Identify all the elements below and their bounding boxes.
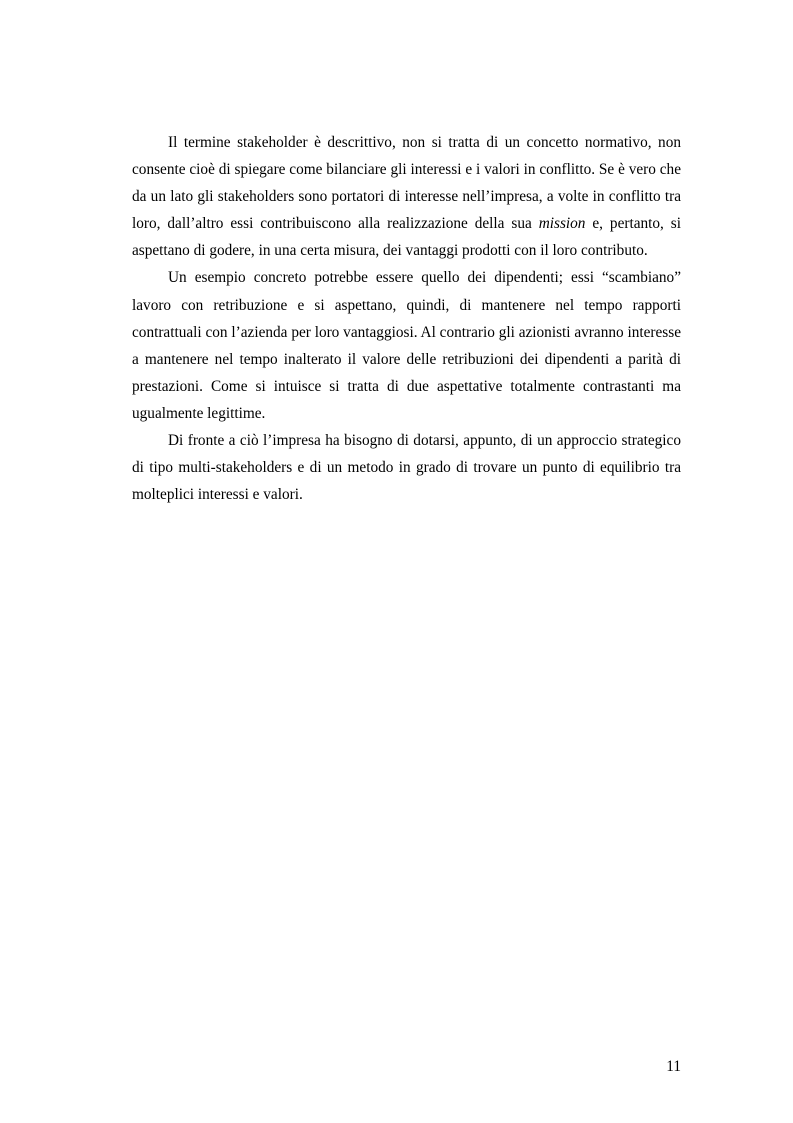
- page-number: 11: [666, 1058, 681, 1075]
- paragraph-1-text-start: Il termine stakeholder è descrittivo, non si tratta di un concetto normativo, non consente cioè di spiegare come bilanciare gli interessi e i valori in conflitto. Se è vero che da un lato gli stakeholders sono portatori di interesse nell’impresa, a volte in conflitto tra loro, dall’altro essi contribuiscono alla realizzazione della sua: [132, 134, 681, 233]
- body-text: [132, 129, 681, 508]
- mission-emphasis: mission: [538, 215, 586, 233]
- paragraph-stakeholder-definition: [132, 129, 681, 264]
- paragraph-employee-example: Un esempio concreto potrebbe essere quello dei dipendenti; essi “scambiano” lavoro con retribuzione e si aspettano, quindi, di mantenere nel tempo rapporti contrattuali con l’azienda per loro vantaggiosi. Al contrario gli azionisti avranno interesse a mantenere nel tempo inalterato il valore delle retribuzioni dei dipendenti a parità di prestazioni. Come si intuisce si tratta di due aspettative totalmente contrastanti ma ugualmente legittime.: [132, 269, 681, 422]
- paragraph-strategic-approach: Di fronte a ciò l’impresa ha bisogno di dotarsi, appunto, di un approccio strategico di tipo multi-stakeholders e di un metodo in grado di trovare un punto di equilibrio tra molteplici interessi e valori.: [132, 432, 681, 504]
- paragraph-1-text-end: e, pertanto, si aspettano di godere, in una certa misura, dei vantaggi prodotti con il loro contributo.: [132, 215, 682, 260]
